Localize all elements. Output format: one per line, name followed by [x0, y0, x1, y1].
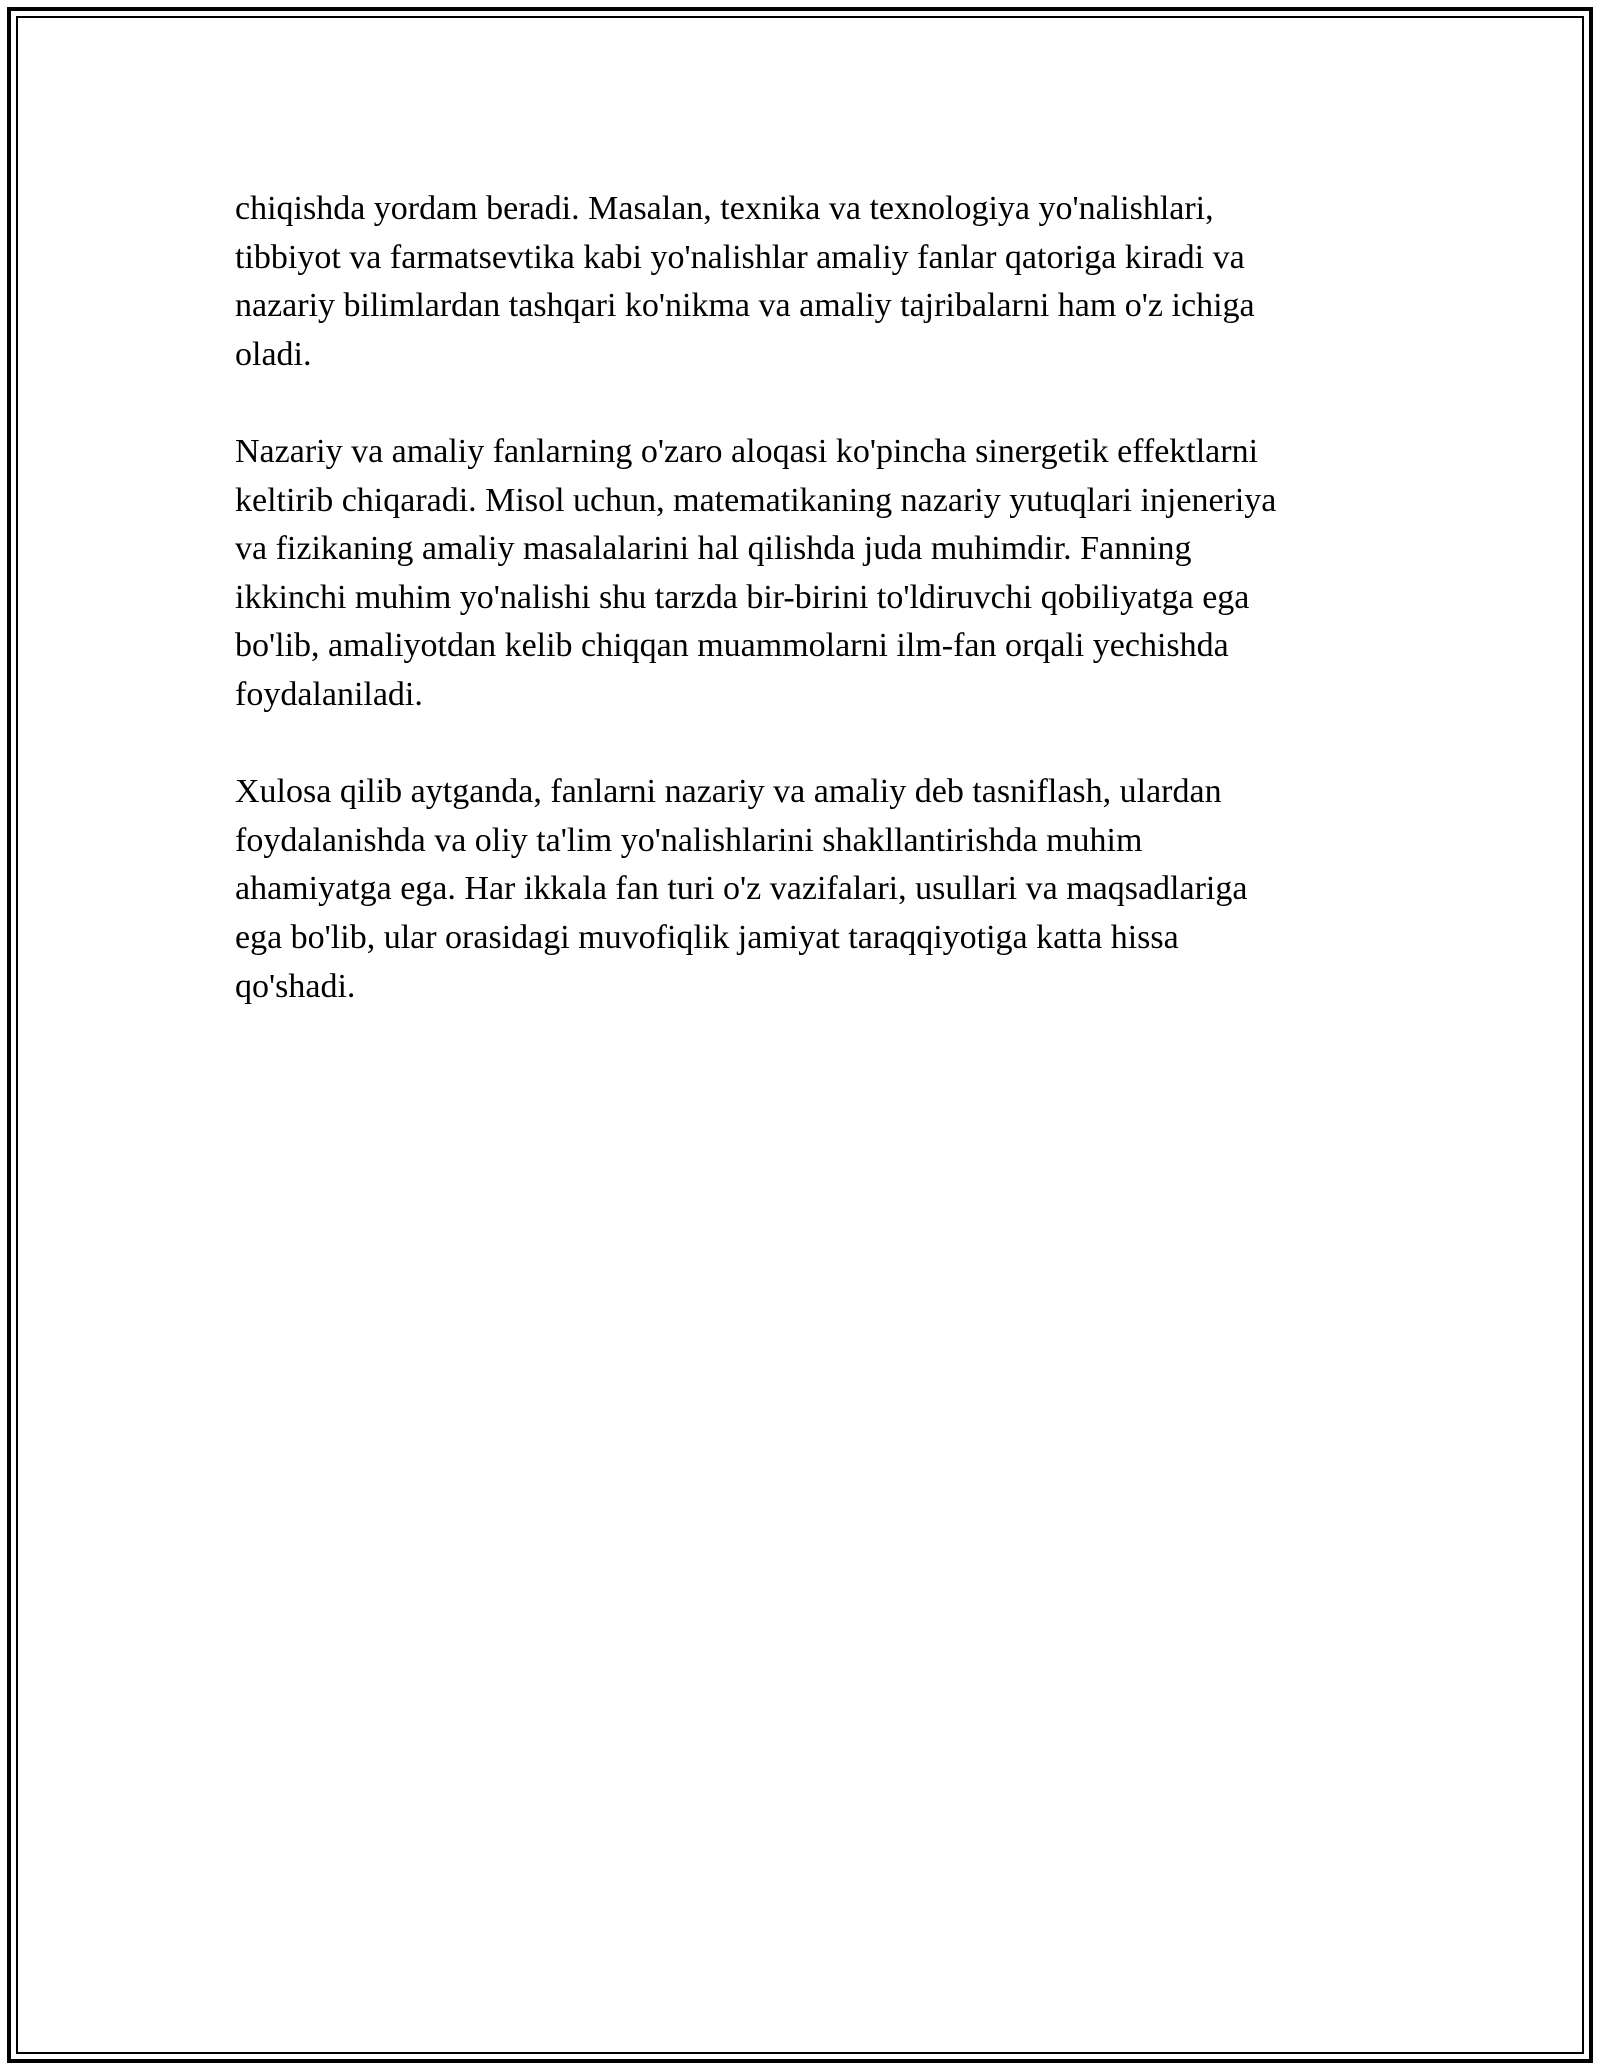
document-body: [235, 185, 1365, 1060]
paragraph-1: chiqishda yordam beradi. Masalan, texnika va texnologiya yo'nalishlari, tibbiyot va farmatsevtika kabi yo'nalishlar amaliy fanlar qatoriga kiradi va nazariy bilimlardan tashqari ko'nikma va amaliy tajribalarni ham o'z ichiga oladi.: [235, 190, 1255, 373]
paragraph-2: Nazariy va amaliy fanlarning o'zaro aloqasi ko'pincha sinergetik effektlarni keltirib chiqaradi. Misol uchun, matematikaning nazariy yutuqlari injeneriya va fizikaning amaliy masalalarini hal qilishda juda muhimdir. Fanning ikkinchi muhim yo'nalishi shu tarzda bir-birini to'ldiruvchi qobiliyatga ega bo'lib, amaliyotdan kelib chiqqan muammolarni ilm-fan orqali yechishda foydalaniladi.: [235, 432, 1277, 713]
paragraph-3: Xulosa qilib aytganda, fanlarni nazariy va amaliy deb tasniflash, ulardan foydalanishda va oliy ta'lim yo'nalishlarini shakllantirishda muhim ahamiyatga ega. Har ikkala fan turi o'z vazifalari, usullari va maqsadlariga ega bo'lib, ular orasidagi muvofiqlik jamiyat taraqqiyotiga katta hissa qo'shadi.: [235, 773, 1248, 1005]
